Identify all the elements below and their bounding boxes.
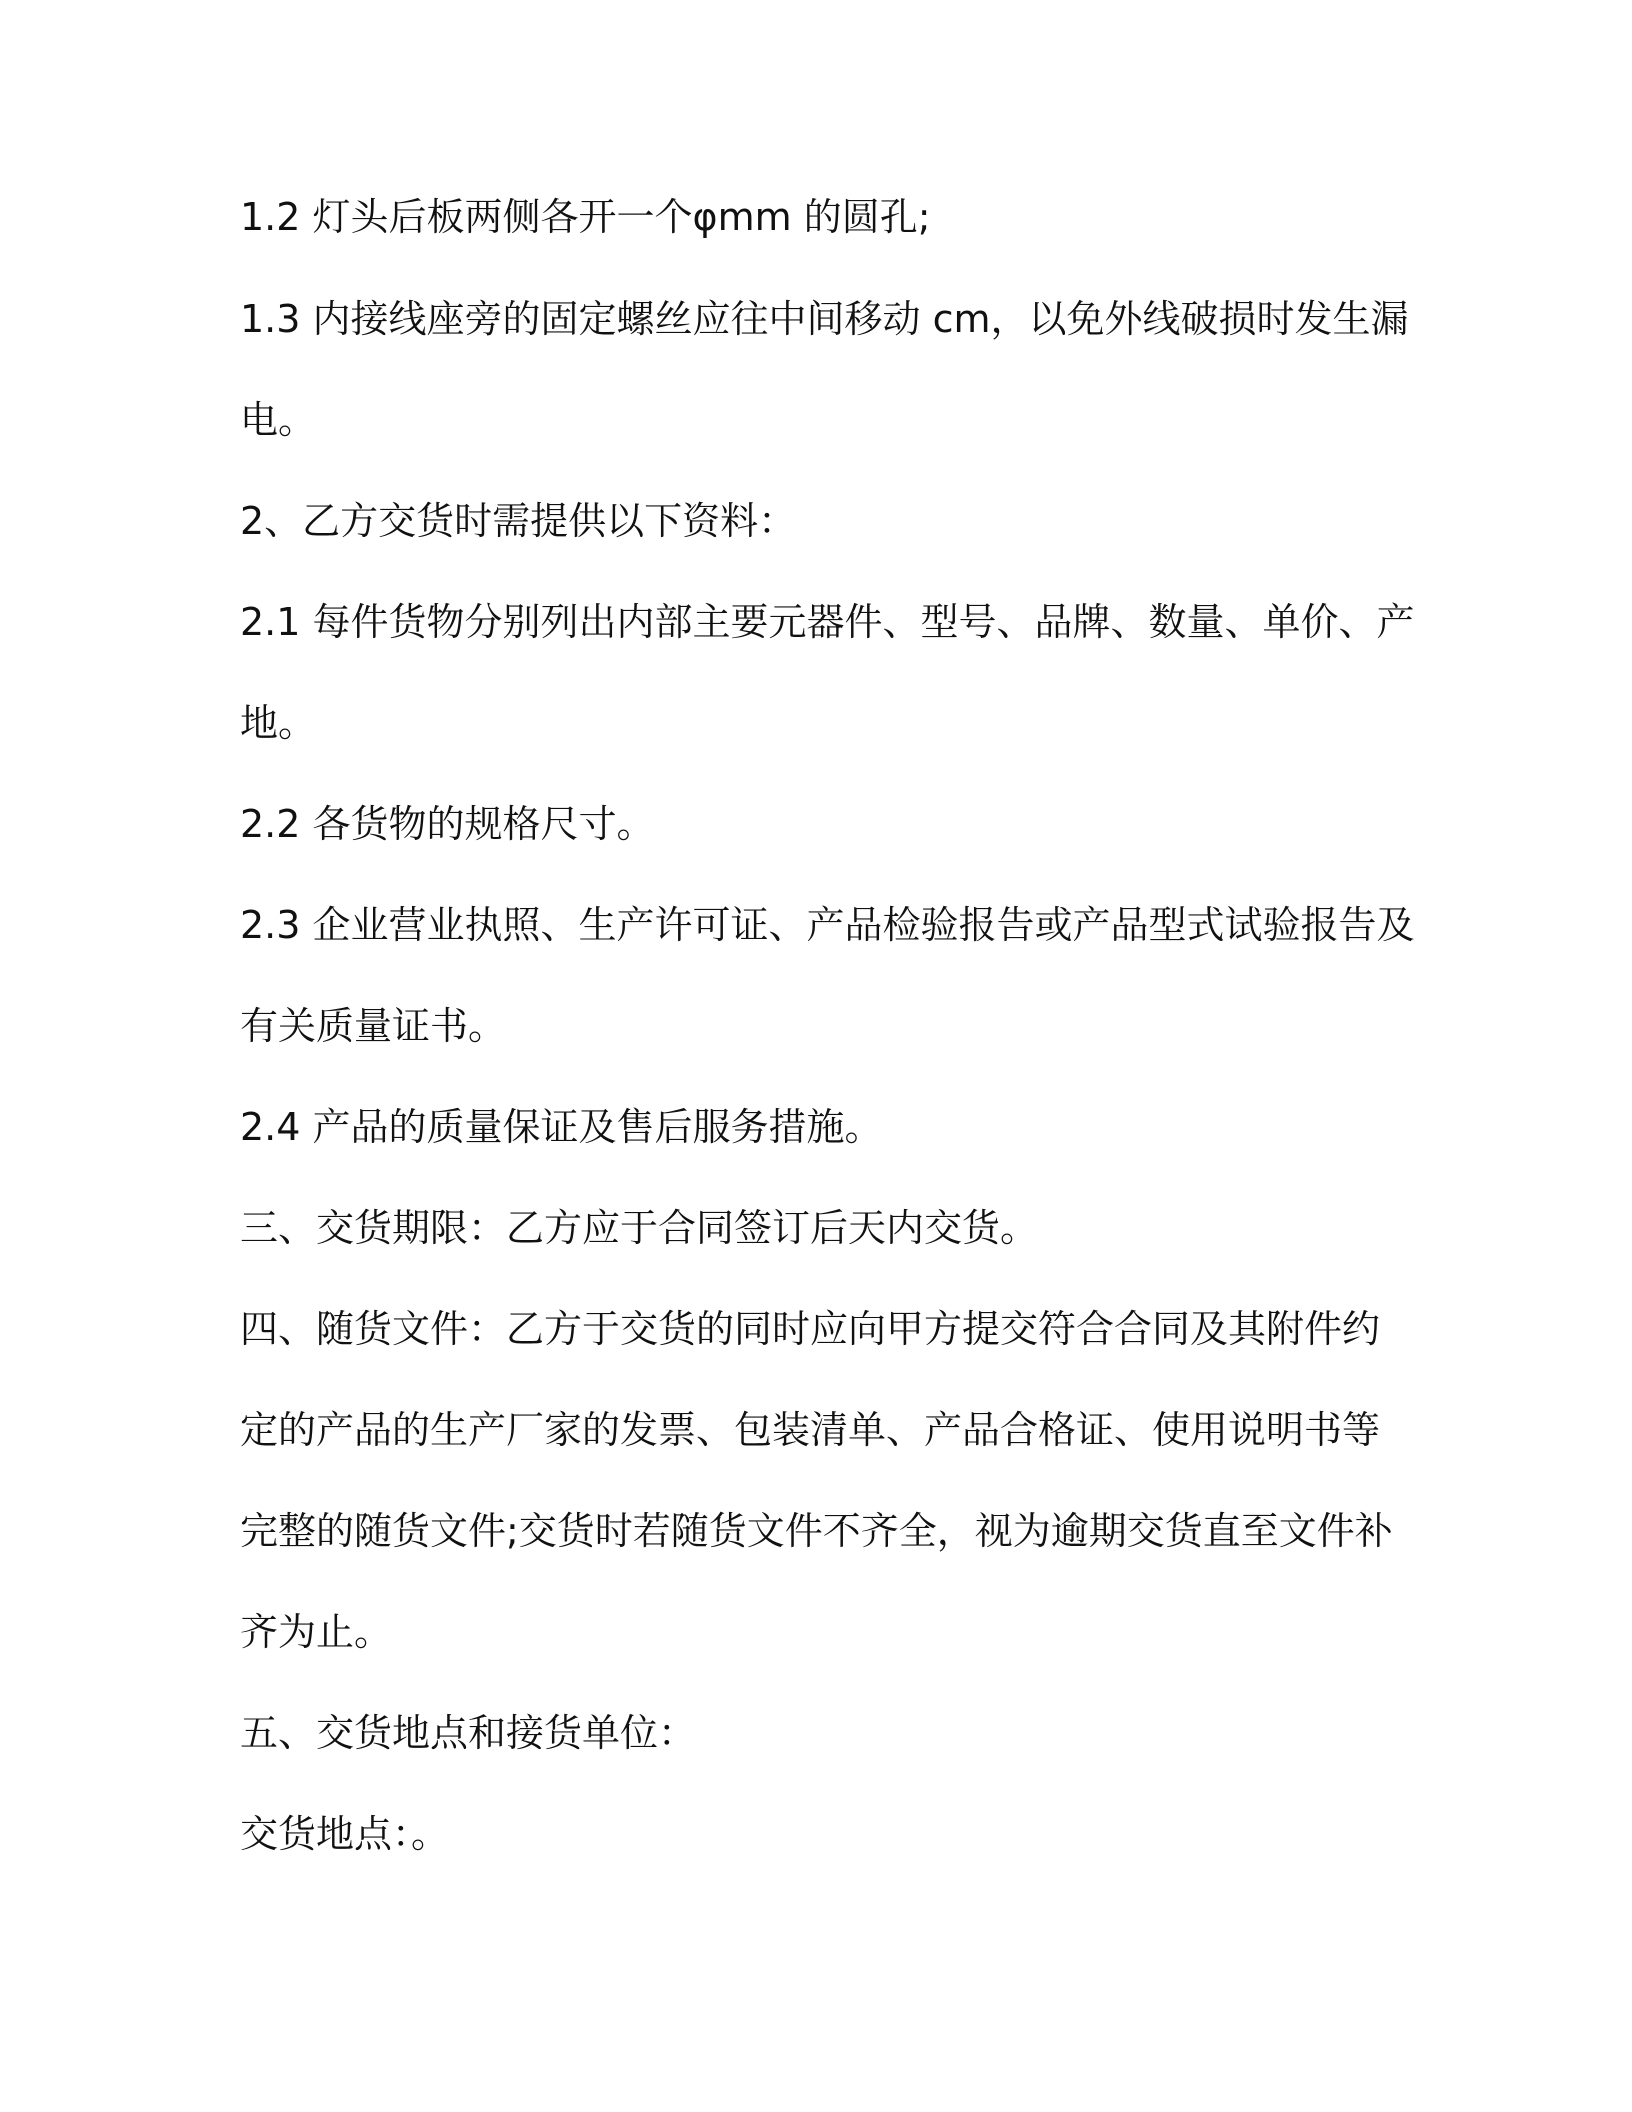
text-line: 三、交货期限：乙方应于合同签订后天内交货。 [240, 1206, 1039, 1250]
text-line: 1.2 灯头后板两侧各开一个φmm 的圆孔; [240, 195, 931, 239]
text-line: 四、随货文件：乙方于交货的同时应向甲方提交符合合同及其附件约 [240, 1307, 1381, 1351]
text-line: 2.1 每件货物分别列出内部主要元器件、型号、品牌、数量、单价、产 [240, 600, 1415, 644]
text-line: 完整的随货文件;交货时若随货文件不齐全，视为逾期交货直至文件补 [240, 1509, 1393, 1553]
text-line: 2.4 产品的质量保证及售后服务措施。 [240, 1105, 883, 1149]
text-line: 交货地点：。 [240, 1812, 450, 1856]
text-line: 1.3 内接线座旁的固定螺丝应往中间移动 cm，以免外线破损时发生漏 [240, 297, 1409, 341]
text-line: 有关质量证书。 [240, 1004, 507, 1048]
text-line: 地。 [240, 701, 317, 745]
text-line: 定的产品的生产厂家的发票、包装清单、产品合格证、使用说明书等 [240, 1408, 1381, 1452]
text-line: 2、乙方交货时需提供以下资料： [240, 499, 797, 543]
text-line: 齐为止。 [240, 1610, 393, 1654]
text-line: 电。 [240, 398, 317, 442]
text-line: 2.2 各货物的规格尺寸。 [240, 802, 655, 846]
text-line: 五、交货地点和接货单位： [240, 1711, 697, 1755]
text-line: 2.3 企业营业执照、生产许可证、产品检验报告或产品型式试验报告及 [240, 903, 1415, 947]
